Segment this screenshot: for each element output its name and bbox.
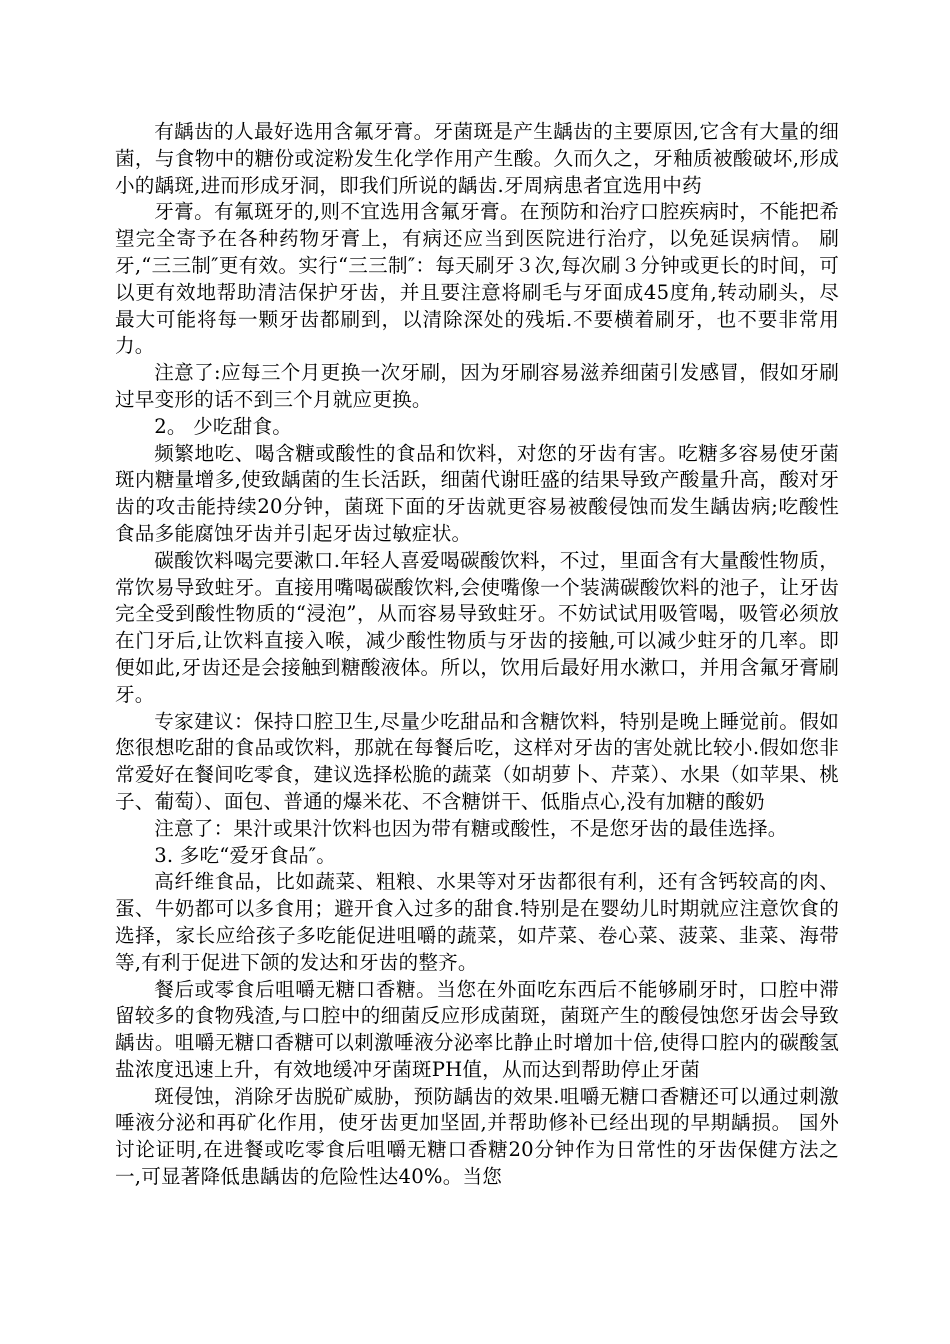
paragraph-sugarfree-gum: 餐后或零食后咀嚼无糖口香糖。当您在外面吃东西后不能够刷牙时，口腔中滞留较多的食物残渣,与口腔中的细菌反应形成菌斑，菌斑产生的酸侵蚀您牙齿会导致龋齿。咀嚼无糖口香糖可以刺激唾液分泌率比静止时增加十倍,使得口腔内的碳酸氢盐浓度迅速上升，有效地缓冲牙菌斑PH值，从而达到帮助停止牙菌 [115,977,839,1081]
paragraph-carbonated-drinks: 碳酸饮料喝完要漱口.年轻人喜爱喝碳酸饮料，不过，里面含有大量酸性物质，常饮易导致蛀牙。直接用嘴喝碳酸饮料,会使嘴像一个装满碳酸饮料的池子，让牙齿完全受到酸性物质的“浸泡”，从而容易导致蛀牙。不妨试试用吸管喝，吸管必须放在门牙后,让饮料直接入喉，减少酸性物质与牙齿的接触,可以减少蛀牙的几率。即便如此,牙齿还是会接触到糖酸液体。所以，饮用后最好用水漱口，并用含氟牙膏刷牙。 [115,548,839,706]
paragraph-juice-note: 注意了：果汁或果汁饮料也因为带有糖或酸性，不是您牙齿的最佳选择。 [154,816,788,840]
section-heading-tooth-friendly-food: 3. 多吃“爱牙食品″。 [154,843,337,867]
paragraph-gum-research: 斑侵蚀，消除牙齿脱矿威胁，预防龋齿的效果.咀嚼无糖口香糖还可以通过刺激唾液分泌和再矿化作用，使牙齿更加坚固,并帮助修补已经出现的早期龋损。 国外讨论证明,在进餐或吃零食后咀嚼无糖口香糖20分钟作为日常性的牙齿保健方法之一,可显著降低患龋齿的危险性达40%。当您 [115,1084,839,1189]
section-heading-less-sugar: 2。 少吃甜食。 [154,414,293,438]
paragraph-sugar-acid: 频繁地吃、喝含糖或酸性的食品和饮料，对您的牙齿有害。吃糖多容易使牙菌斑内糖量增多,使致龋菌的生长活跃，细菌代谢旺盛的结果导致产酸量升高，酸对牙齿的攻击能持续20分钟，菌斑下面的牙齿就更容易被酸侵蚀而发生龋齿病;吃酸性食品多能腐蚀牙齿并引起牙齿过敏症状。 [115,441,839,545]
paragraph-expert-advice: 专家建议：保持口腔卫生,尽量少吃甜品和含糖饮料，特别是晚上睡觉前。假如您很想吃甜的食品或饮料，那就在每餐后吃，这样对牙齿的害处就比较小.假如您非常爱好在餐间吃零食，建议选择松脆的蔬菜（如胡萝卜、芹菜）、水果（如苹果、桃子、葡萄）、面包、普通的爆米花、不含糖饼干、低脂点心,没有加糖的酸奶 [115,709,839,813]
paragraph-fluoride-toothpaste: 有龋齿的人最好选用含氟牙膏。牙菌斑是产生龋齿的主要原因,它含有大量的细菌，与食物中的糖份或淀粉发生化学作用产生酸。久而久之，牙釉质被酸破坏,形成小的龋斑,进而形成牙洞，即我们所说的龋齿.牙周病患者宜选用中药 [115,120,839,197]
paragraph-high-fiber: 高纤维食品，比如蔬菜、粗粮、水果等对牙齿都很有利，还有含钙较高的肉、蛋、牛奶都可以多食用；避开食入过多的甜食.特别是在婴幼儿时期就应注意饮食的选择，家长应给孩子多吃能促进咀嚼的蔬菜，如芹菜、卷心菜、菠菜、韭菜、海带等,有利于促进下颌的发达和牙齿的整齐。 [115,870,839,974]
document-page [115,119,839,1191]
paragraph-replace-toothbrush: 注意了:应每三个月更换一次牙刷，因为牙刷容易滋养细菌引发感冒，假如牙刷过早变形的话不到三个月就应更换。 [115,361,839,411]
paragraph-brushing-method: 牙膏。有氟斑牙的,则不宜选用含氟牙膏。在预防和治疗口腔疾病时，不能把希望完全寄予在各种药物牙膏上，有病还应当到医院进行治疗，以免延误病情。 刷牙,“三三制″更有效。实行“三三制″：每天刷牙３次,每次刷３分钟或更长的时间，可以更有效地帮助清洁保护牙齿，并且要注意将刷毛与牙面成45度角,转动刷头，尽最大可能将每一颗牙齿都刷到，以清除深处的残垢.不要横着刷牙，也不要非常用力。 [115,200,839,358]
